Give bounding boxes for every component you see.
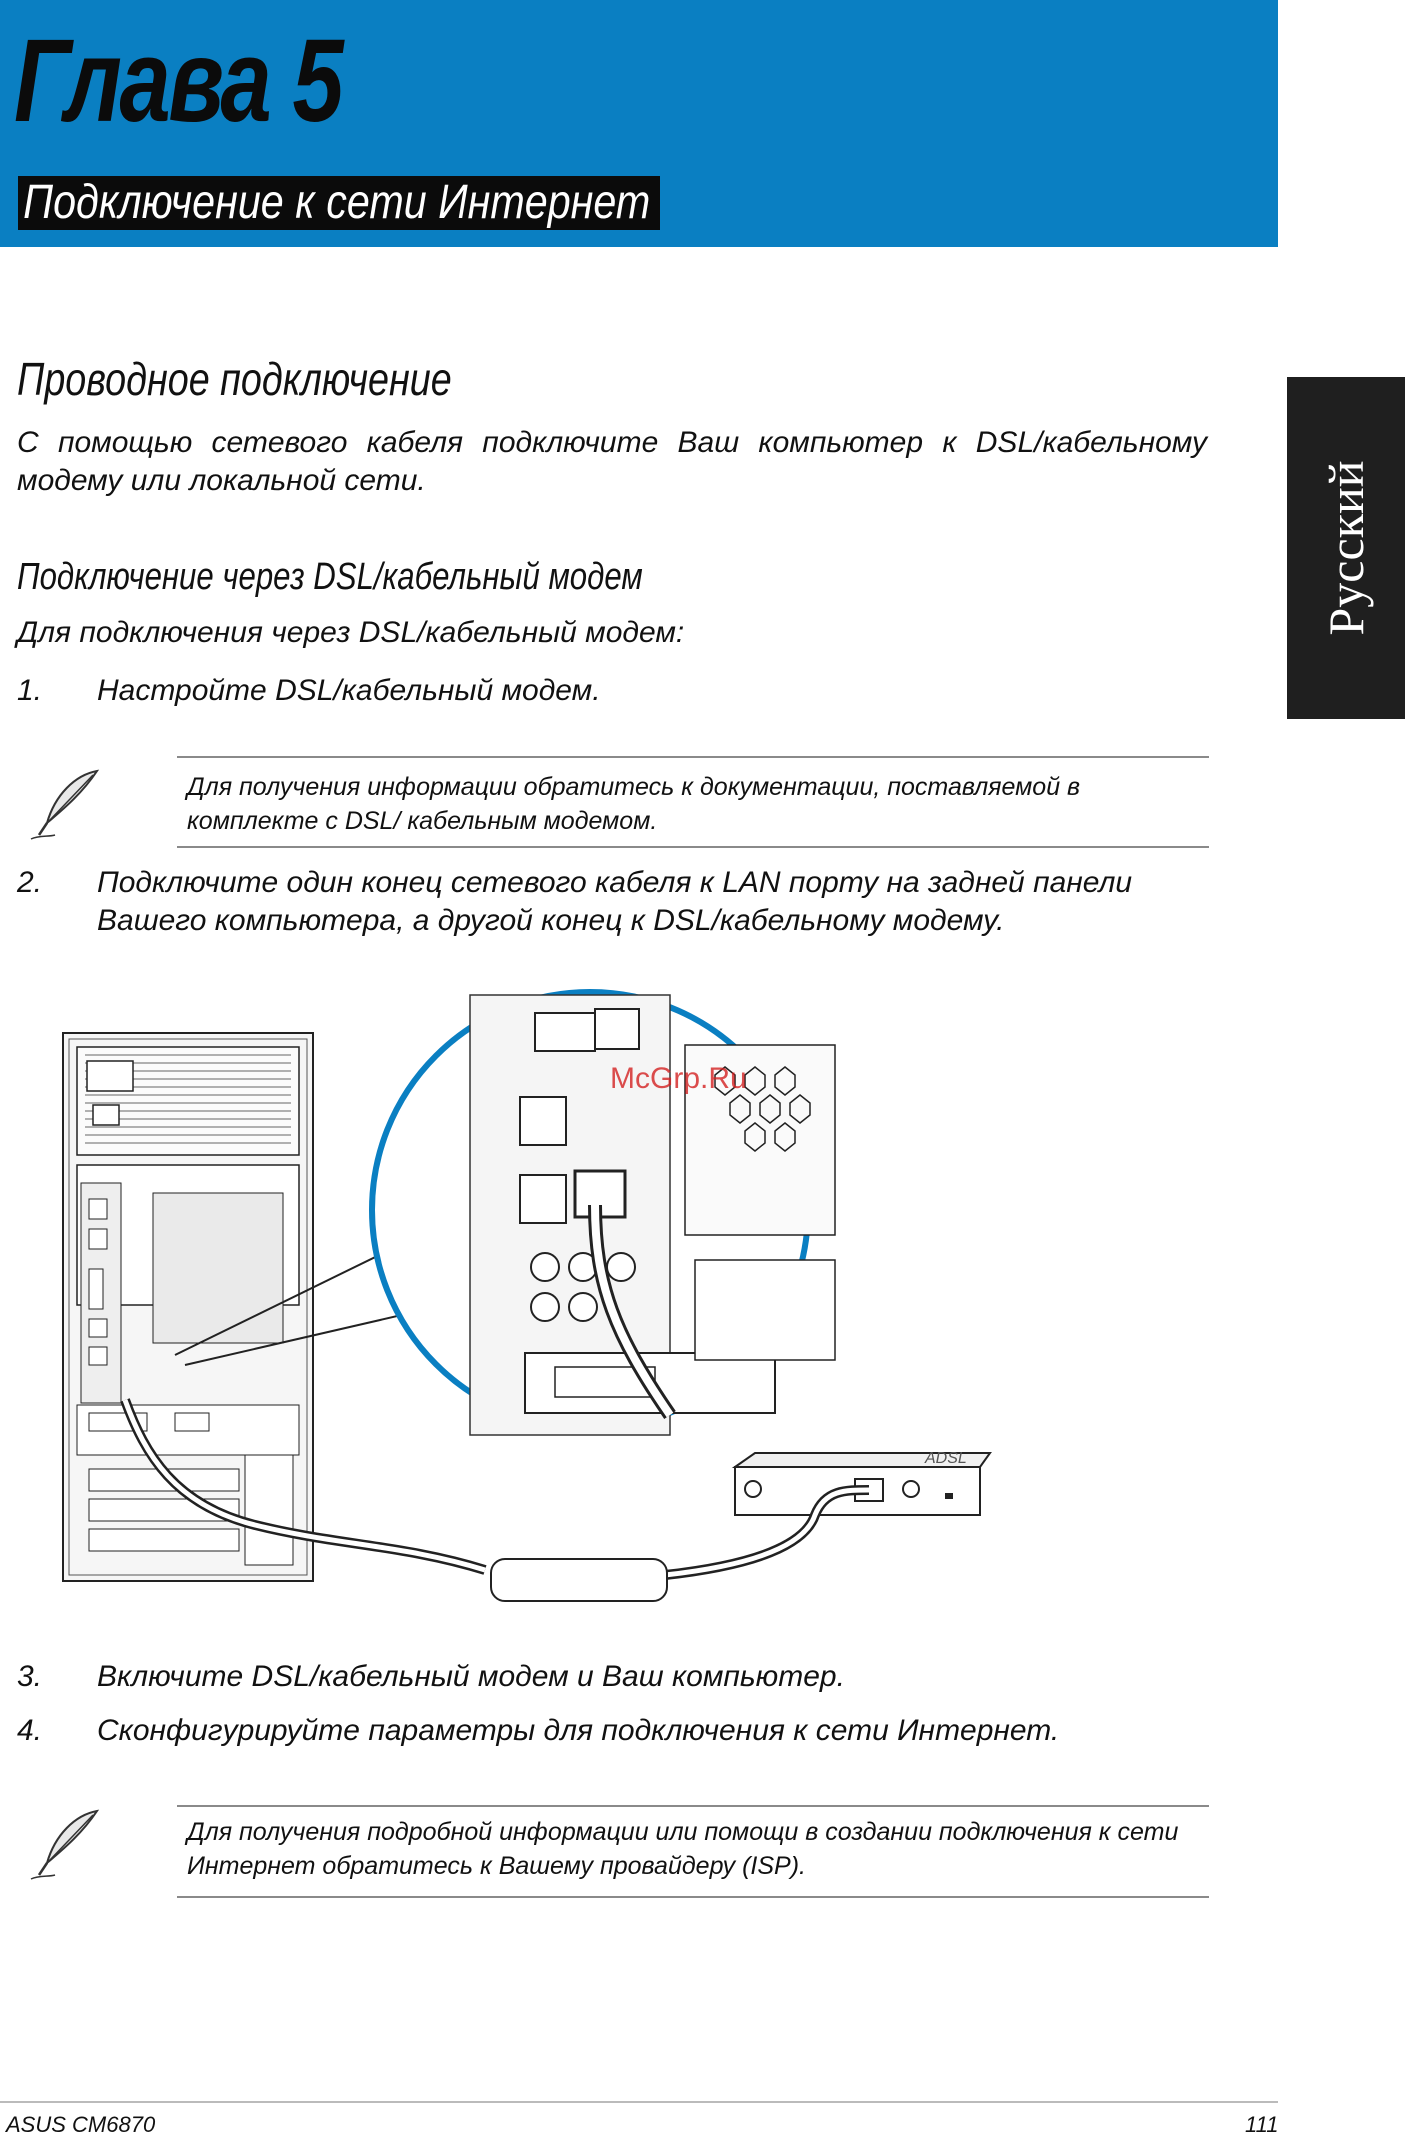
note-text: Для получения подробной информации или помощи в создании подключения к сети Интернет обратитесь к Вашему провайдеру (ISP). <box>187 1818 1179 1880</box>
step-text: Настройте DSL/кабельный модем. <box>97 674 601 707</box>
page-number: 111 <box>1245 2112 1279 2137</box>
feather-pen-icon <box>25 1805 105 1885</box>
chapter-header <box>0 0 1278 247</box>
subsection-lead: Для подключения через DSL/кабельный модем: <box>17 616 685 649</box>
step-text: Сконфигурируйте параметры для подключения к сети Интернет. <box>97 1714 1060 1747</box>
step-number: 4. <box>17 1714 43 1747</box>
modem-label: ADSL <box>925 1450 967 1467</box>
footer-model: ASUS CM6870 <box>6 2112 156 2137</box>
note-text: Для получения информации обратитесь к документации, поставляемой в комплекте с DSL/ кабельным модемом. <box>187 773 1081 835</box>
adsl-modem <box>735 1450 990 1515</box>
chapter-title: Глава 5 <box>14 15 342 147</box>
step-text: Подключите один конец сетевого кабеля к LAN порту на задней панели Вашего компьютера, а другой конец к DSL/кабельному модему. <box>97 866 1133 937</box>
watermark: McGrp.Ru <box>610 1062 747 1095</box>
chapter-subtitle-text: Подключение к сети Интернет <box>23 176 651 229</box>
note-divider <box>177 846 1209 848</box>
feather-pen-icon <box>25 765 105 845</box>
cable-coil <box>491 1559 667 1601</box>
chapter-subtitle <box>18 176 660 230</box>
footer-divider <box>0 2101 1278 2103</box>
step-text: Включите DSL/кабельный модем и Ваш компьютер. <box>97 1660 845 1693</box>
step-number: 3. <box>17 1660 43 1693</box>
language-tab <box>1287 377 1405 719</box>
step-number: 1. <box>17 674 43 707</box>
note-divider <box>177 756 1209 758</box>
note-divider <box>177 1805 1209 1807</box>
lan-port-zoom <box>372 992 835 1435</box>
language-tab-label: Русский <box>1318 460 1374 636</box>
subsection-title: Подключение через DSL/кабельный модем <box>17 556 643 598</box>
section-intro: С помощью сетевого кабеля подключите Ваш компьютер к DSL/кабельному модему или локальной сети. <box>17 426 1207 497</box>
note-divider <box>177 1896 1209 1898</box>
connection-diagram <box>55 985 995 1615</box>
section-title: Проводное подключение <box>17 353 452 405</box>
step-number: 2. <box>17 866 43 899</box>
